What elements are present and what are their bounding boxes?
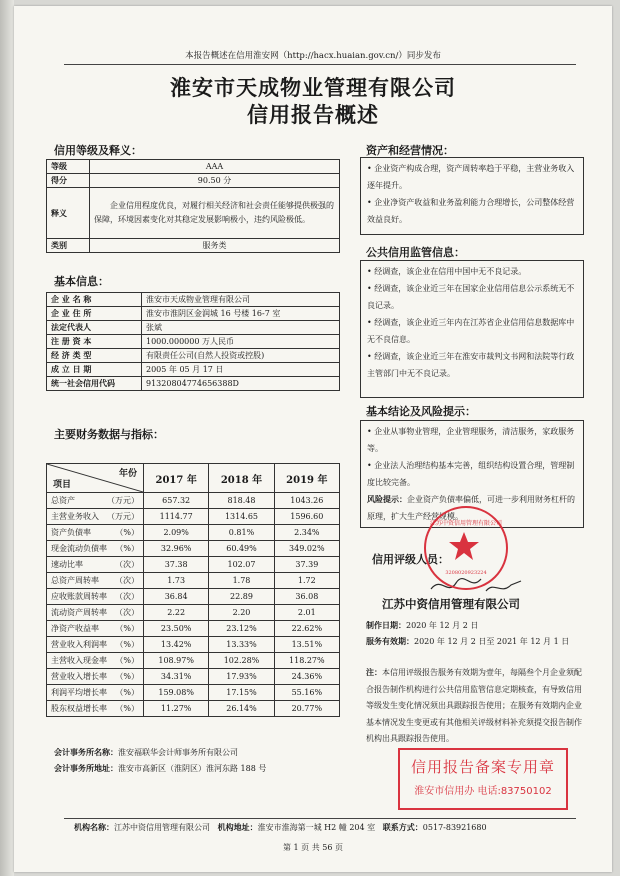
finance-value-cell: 60.49%: [209, 541, 274, 557]
finance-value-cell: 818.48: [209, 493, 274, 509]
basic-info-table: [46, 292, 340, 391]
corner-item-label: 项目: [53, 480, 72, 490]
conclusion-section-title: 基本结论及风险提示：: [366, 405, 476, 418]
basic-info-value: 有限责任公司(自然人投资或控股): [142, 349, 340, 363]
finance-row: [47, 637, 340, 653]
finance-row: [47, 701, 340, 717]
finance-value-cell: 22.62%: [274, 621, 339, 637]
desc-value: 企业信用程度优良，对履行相关经济和社会责任能够提供极强的保障，环境因素变化对其稳定发展影响极小，违约风险极低。: [90, 188, 340, 239]
finance-value-cell: 0.81%: [209, 525, 274, 541]
basic-info-row: [47, 307, 340, 321]
finance-value-cell: 37.38: [144, 557, 209, 573]
rater-label: 信用评级人员：: [372, 553, 449, 566]
finance-item-label: 营业收入增长率 （%）: [47, 669, 144, 685]
basic-info-row: [47, 349, 340, 363]
finance-value-cell: 2.22: [144, 605, 209, 621]
year-2017-header: 2017 年: [144, 464, 209, 493]
corner-year-label: 年份: [118, 469, 137, 479]
finance-value-cell: 349.02%: [274, 541, 339, 557]
finance-value-cell: 13.42%: [144, 637, 209, 653]
finance-row: [47, 605, 340, 621]
basic-info-row: [47, 377, 340, 391]
finance-value-cell: 55.16%: [274, 685, 339, 701]
finance-row: [47, 525, 340, 541]
finance-item-label: 营业收入利润率 （%）: [47, 637, 144, 653]
finance-row: [47, 557, 340, 573]
finance-value-cell: 1043.26: [274, 493, 339, 509]
finance-item-label: 速动比率 （次）: [47, 557, 144, 573]
basic-info-label: 成 立 日 期: [47, 363, 142, 377]
supervision-item: • 经调查，该企业近三年在国家企业信用信息公示系统无不良记录。: [367, 284, 575, 310]
finance-value-cell: 1114.77: [144, 509, 209, 525]
basic-info-value: 张斌: [142, 321, 340, 335]
basic-info-label: 法定代表人: [47, 321, 142, 335]
finance-item-label: 主营业务收入 （万元）: [47, 509, 144, 525]
auditor-name: 淮安福联华会计师事务所有限公司: [118, 748, 238, 757]
finance-item-label: 股东权益增长率 （%）: [47, 701, 144, 717]
finance-item-label: 总资产周转率 （次）: [47, 573, 144, 589]
finance-value-cell: 23.12%: [209, 621, 274, 637]
finance-value-cell: 17.93%: [209, 669, 274, 685]
finance-value-cell: 2.34%: [274, 525, 339, 541]
assets-section-title: 资产和经营情况：: [366, 144, 454, 157]
finance-corner: [47, 464, 144, 493]
auditor-address-line: [54, 763, 266, 774]
score-label: 得分: [47, 174, 90, 188]
basic-info-value: 1000.000000 万人民币: [142, 335, 340, 349]
basic-info-label: 企 业 住 所: [47, 307, 142, 321]
finance-row: [47, 589, 340, 605]
grade-label: 等级: [47, 160, 90, 174]
basic-info-value: 淮安市淮阴区金润城 16 号楼 16-7 室: [142, 307, 340, 321]
finance-value-cell: 32.96%: [144, 541, 209, 557]
score-value: 90.50 分: [90, 174, 340, 188]
supervision-item: • 经调查，该企业在信用中国中无不良记录。: [367, 267, 527, 276]
seal-code: 3208020923224: [445, 570, 487, 576]
valid-period-line: 服务有效期：2020 年 12 月 2 日至 2021 年 12 月 1 日: [366, 637, 570, 646]
finance-value-cell: 24.36%: [274, 669, 339, 685]
publish-note: 本报告概述在信用淮安网（http://hacx.huaian.gov.cn/）同步发布: [185, 51, 441, 61]
basic-section-title: 基本信息：: [54, 275, 109, 288]
finance-value-cell: 657.32: [144, 493, 209, 509]
finance-value-cell: 26.14%: [209, 701, 274, 717]
assets-item: • 企业资产构成合理，资产周转率趋于平稳，主营业务收入逐年提升。: [367, 164, 575, 190]
finance-value-cell: 1.73: [144, 573, 209, 589]
auditor-label: 会计事务所名称：: [54, 748, 118, 757]
year-2019-header: 2019 年: [274, 464, 339, 493]
grade-value: AAA: [90, 160, 340, 174]
rating-section-title: 信用等级及释义：: [54, 144, 142, 157]
finance-item-label: 利润平均增长率 （%）: [47, 685, 144, 701]
agency-name: 江苏中资信用管理有限公司: [382, 597, 520, 611]
finance-value-cell: 1596.60: [274, 509, 339, 525]
finance-table: [46, 463, 340, 717]
report-note: 注：本信用评级报告服务有效期为壹年，每隔叁个月企业须配合报告制作机构进行公共信用监管信息定期核查，有导致信用等级发生变化情况须出具跟踪报告使用；在服务有效期内企业基本情况发生变更或有其他相关评级材料补充须提交报告制作机构出具跟踪报告使用。: [366, 667, 582, 743]
finance-value-cell: 102.07: [209, 557, 274, 573]
finance-value-cell: 1.78: [209, 573, 274, 589]
finance-value-cell: 108.97%: [144, 653, 209, 669]
report-title: 信用报告概述: [247, 103, 379, 127]
footer-rule: [64, 818, 576, 819]
finance-value-cell: 159.08%: [144, 685, 209, 701]
header-rule: [64, 64, 576, 65]
risk-item: 风险提示：企业资产负债率偏低，可进一步利用财务杠杆的原理，扩大生产经营规模。: [367, 494, 575, 521]
conclusion-item: • 企业从事物业管理，企业管理服务，清洁服务，家政服务等。: [367, 427, 575, 453]
assets-item: • 企业净资产收益和业务盈利能力合理增长，公司整体经营效益良好。: [367, 198, 575, 224]
finance-row: [47, 509, 340, 525]
finance-value-cell: 13.51%: [274, 637, 339, 653]
finance-row: [47, 541, 340, 557]
finance-value-cell: 34.31%: [144, 669, 209, 685]
round-company-seal: [424, 506, 508, 590]
finance-section-title: 主要财务数据与指标：: [54, 428, 164, 441]
category-value: 服务类: [90, 239, 340, 253]
supervision-item: • 经调查，该企业近三年在淮安市裁判文书网和法院等行政主管部门中无不良记录。: [367, 352, 575, 378]
auditor-address: 淮安市高新区（淮阴区）淮河东路 188 号: [118, 764, 267, 773]
page-number: 第 1 页 共 56 页: [283, 843, 343, 852]
basic-info-row: [47, 363, 340, 377]
finance-row: [47, 493, 340, 509]
finance-value-cell: 22.89: [209, 589, 274, 605]
rating-table: [46, 159, 340, 253]
filing-seal: [398, 748, 568, 810]
finance-value-cell: 20.77%: [274, 701, 339, 717]
made-date-line: 制作日期：2020 年 12 月 2 日: [366, 621, 479, 630]
finance-value-cell: 23.50%: [144, 621, 209, 637]
basic-info-label: 企 业 名 称: [47, 293, 142, 307]
filing-seal-contact: 淮安市信用办 电话:83750102: [414, 786, 552, 797]
finance-value-cell: 2.20: [209, 605, 274, 621]
finance-value-cell: 36.08: [274, 589, 339, 605]
supervision-box: [360, 260, 584, 398]
footer-info: 机构名称：江苏中资信用管理有限公司 机构地址：淮安市淮海第一城 H2 幢 204 室 联系方式：0517-83921680: [74, 822, 487, 832]
company-title: 淮安市天成物业管理有限公司: [170, 76, 456, 100]
finance-value-cell: 11.27%: [144, 701, 209, 717]
seal-text: 江苏中资信用管理有限公司: [429, 520, 502, 527]
finance-item-label: 应收账款周转率 （次）: [47, 589, 144, 605]
category-label: 类别: [47, 239, 90, 253]
basic-info-value: 91320804774656388D: [142, 377, 340, 391]
basic-info-label: 注 册 资 本: [47, 335, 142, 349]
report-page: [14, 6, 612, 872]
basic-info-label: 统一社会信用代码: [47, 377, 142, 391]
filing-seal-title: 信用报告备案专用章: [410, 758, 555, 776]
finance-value-cell: 1314.65: [209, 509, 274, 525]
finance-value-cell: 36.84: [144, 589, 209, 605]
finance-value-cell: 118.27%: [274, 653, 339, 669]
finance-item-label: 主营收入现金率 （%）: [47, 653, 144, 669]
finance-row: [47, 685, 340, 701]
basic-info-value: 2005 年 05 月 17 日: [142, 363, 340, 377]
finance-value-cell: 2.01: [274, 605, 339, 621]
supervision-section-title: 公共信用监管信息：: [366, 246, 465, 259]
basic-info-row: [47, 335, 340, 349]
finance-value-cell: 102.28%: [209, 653, 274, 669]
finance-row: [47, 669, 340, 685]
basic-info-value: 淮安市天成物业管理有限公司: [142, 293, 340, 307]
finance-value-cell: 2.09%: [144, 525, 209, 541]
finance-row: [47, 653, 340, 669]
finance-value-cell: 37.39: [274, 557, 339, 573]
conclusion-item: • 企业法人治理结构基本完善，组织结构设置合理，管理制度比较完备。: [367, 461, 575, 487]
assets-box: [360, 157, 584, 235]
finance-item-label: 流动资产周转率 （次）: [47, 605, 144, 621]
finance-value-cell: 13.33%: [209, 637, 274, 653]
finance-row: [47, 621, 340, 637]
desc-label: 释义: [47, 188, 90, 239]
finance-value-cell: 1.72: [274, 573, 339, 589]
finance-item-label: 净资产收益率 （%）: [47, 621, 144, 637]
finance-row: [47, 573, 340, 589]
auditor-line: [54, 747, 238, 758]
auditor-address-label: 会计事务所地址：: [54, 764, 118, 773]
year-2018-header: 2018 年: [209, 464, 274, 493]
basic-info-label: 经 济 类 型: [47, 349, 142, 363]
binding-spine: [0, 0, 14, 876]
finance-item-label: 资产负债率 （%）: [47, 525, 144, 541]
basic-info-row: [47, 321, 340, 335]
finance-item-label: 现金流动负债率 （%）: [47, 541, 144, 557]
basic-info-row: [47, 293, 340, 307]
finance-value-cell: 17.15%: [209, 685, 274, 701]
finance-item-label: 总资产 （万元）: [47, 493, 144, 509]
supervision-item: • 经调查，该企业近三年内在江苏省企业信用信息数据库中无不良信息。: [367, 318, 575, 344]
